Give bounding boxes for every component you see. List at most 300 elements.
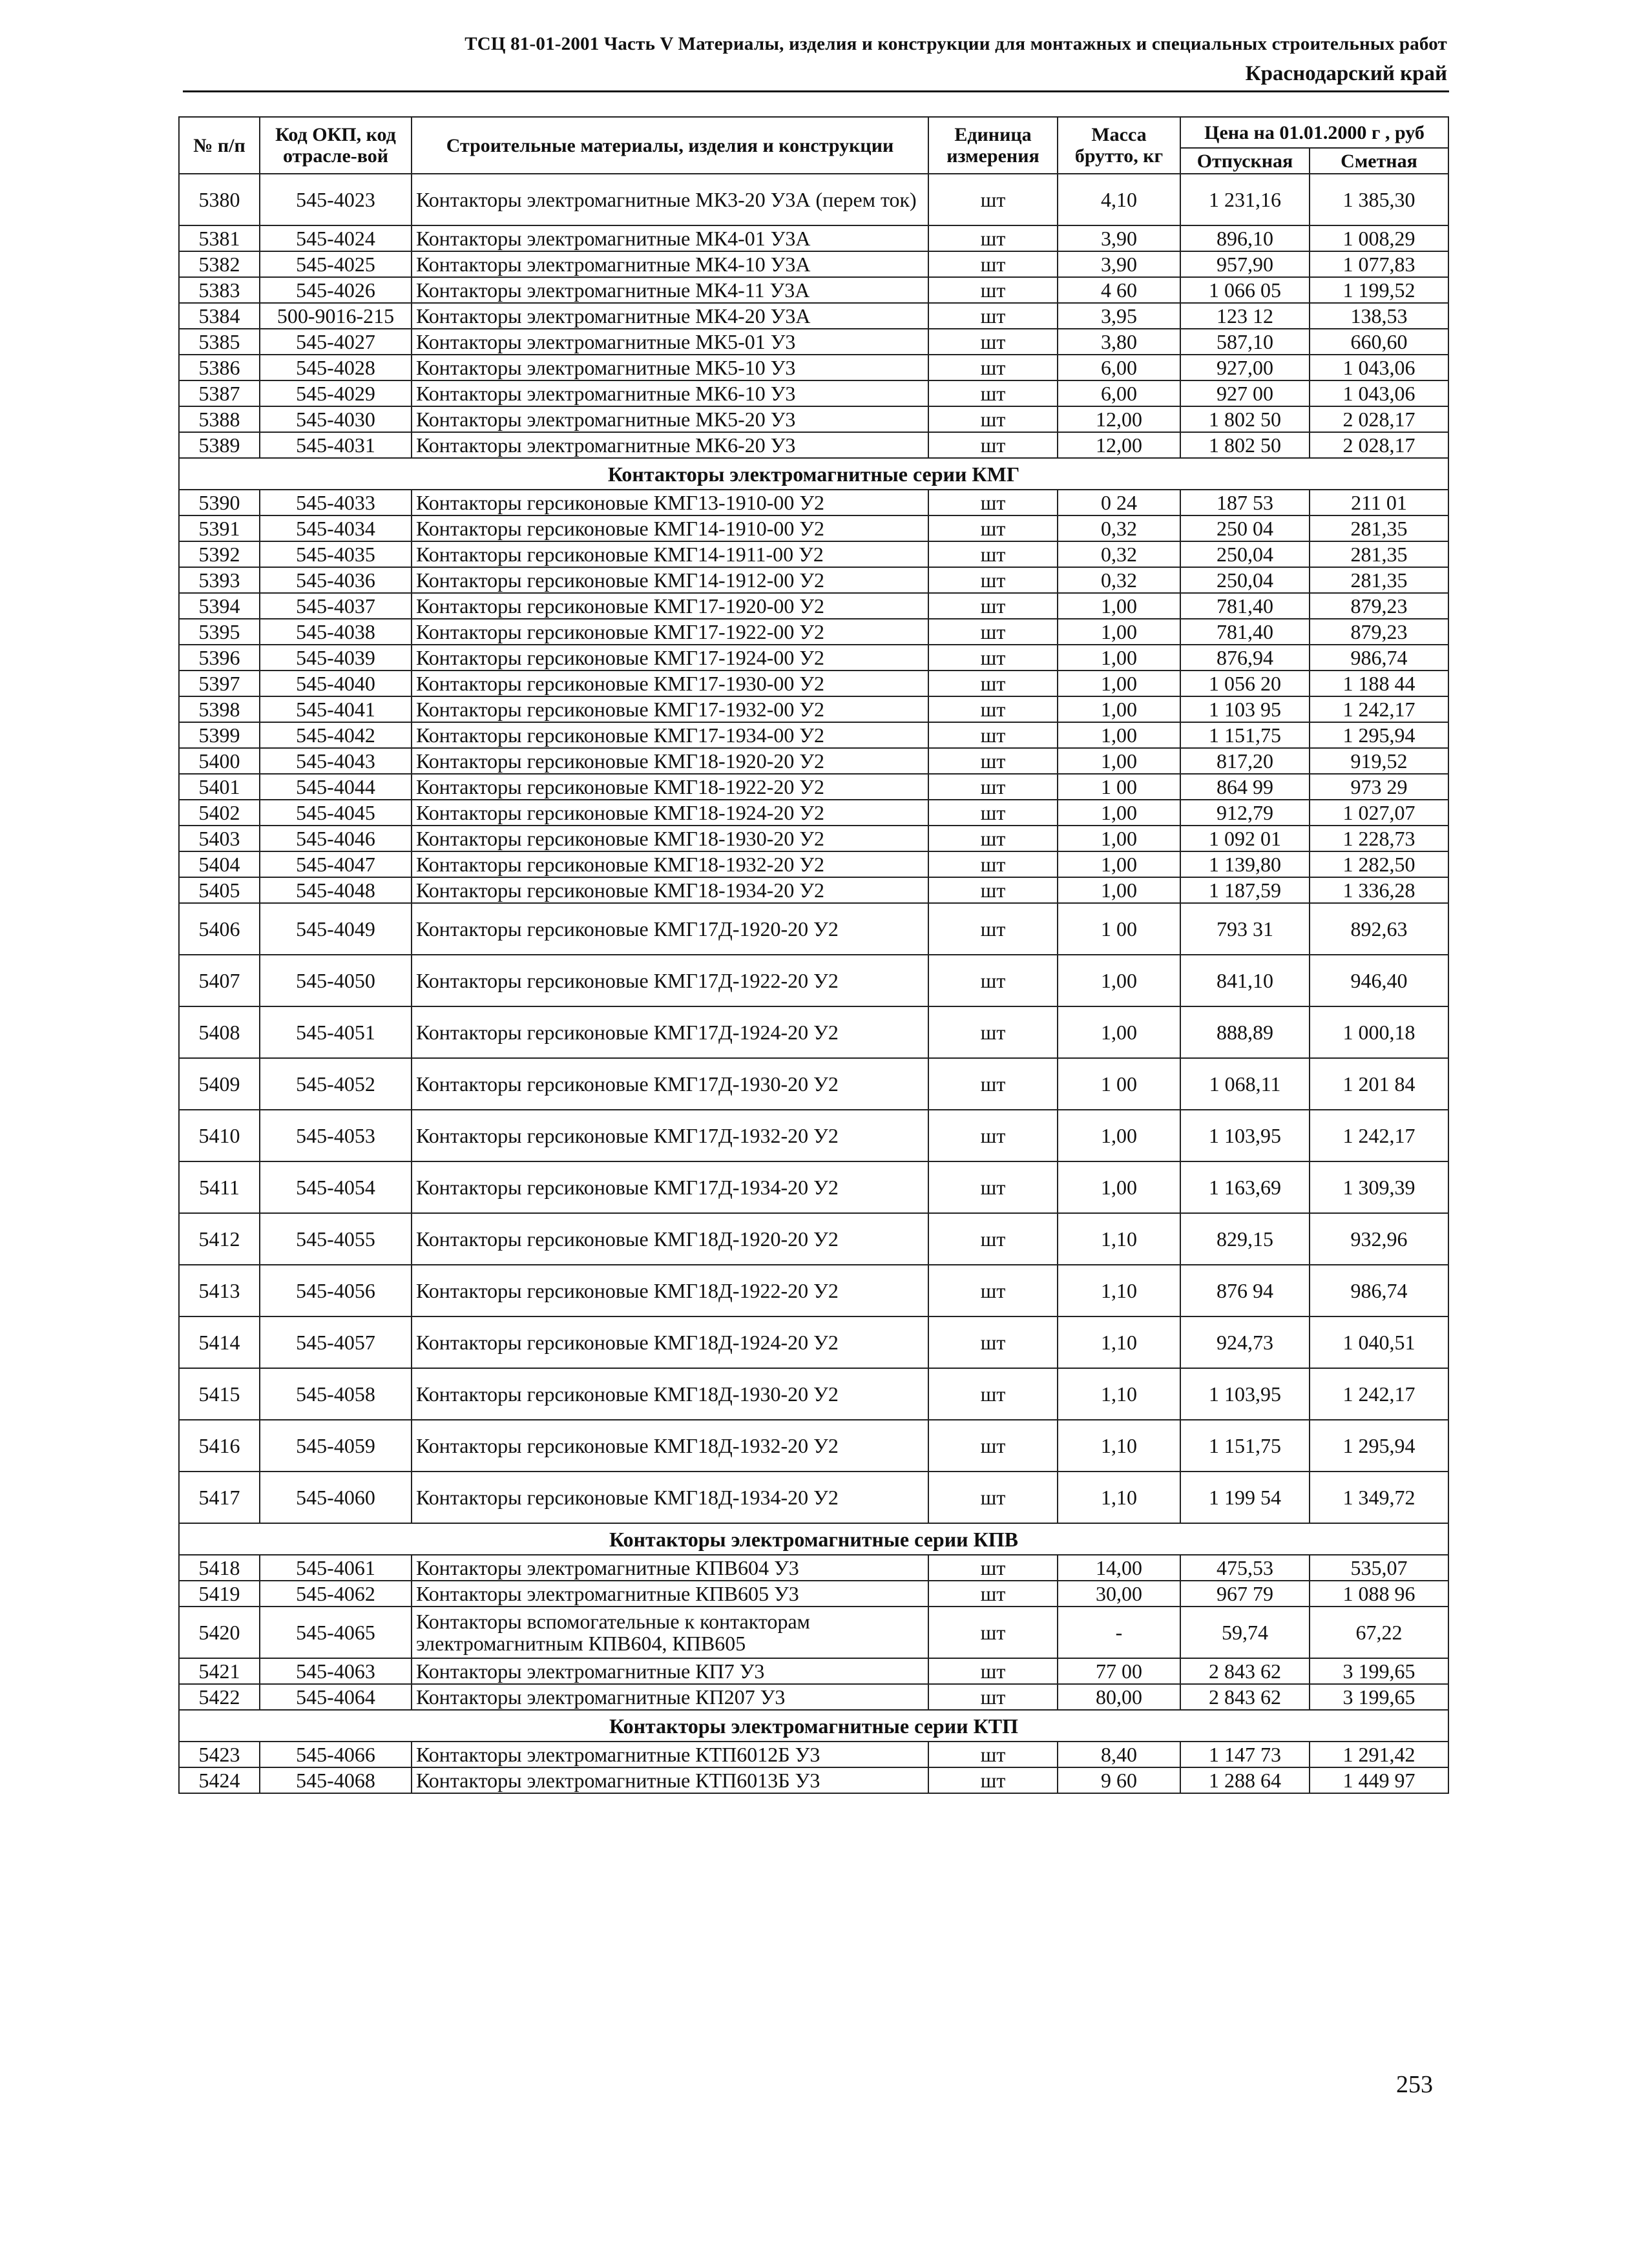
cell-release-price: 59,74	[1180, 1607, 1310, 1658]
cell-okp: 545-4047	[260, 851, 412, 877]
cell-num: 5394	[179, 593, 260, 619]
section-heading: Контакторы электромагнитные серии КМГ	[179, 458, 1448, 490]
cell-estimate-price: 1 295,94	[1310, 722, 1448, 748]
cell-okp: 545-4051	[260, 1006, 412, 1058]
section-heading-row	[179, 458, 1448, 490]
cell-release-price: 1 802 50	[1180, 432, 1310, 458]
cell-name: Контакторы герсиконовые КМГ14-1911-00 У2	[412, 541, 928, 567]
cell-release-price: 1 151,75	[1180, 722, 1310, 748]
table-row	[179, 748, 1448, 774]
col-header-mass: Масса брутто, кг	[1058, 117, 1180, 174]
cell-okp: 545-4050	[260, 955, 412, 1006]
table-row	[179, 277, 1448, 303]
table-row	[179, 225, 1448, 251]
cell-name: Контакторы герсиконовые КМГ18Д-1930-20 У2	[412, 1368, 928, 1420]
cell-estimate-price: 1 291,42	[1310, 1742, 1448, 1767]
cell-release-price: 1 288 64	[1180, 1767, 1310, 1793]
cell-num: 5399	[179, 722, 260, 748]
cell-num: 5389	[179, 432, 260, 458]
cell-estimate-price: 1 043,06	[1310, 355, 1448, 380]
cell-okp: 545-4030	[260, 406, 412, 432]
cell-release-price: 1 147 73	[1180, 1742, 1310, 1767]
table-row	[179, 1161, 1448, 1213]
cell-okp: 545-4027	[260, 329, 412, 355]
table-row	[179, 1581, 1448, 1607]
cell-mass: 4 60	[1058, 277, 1180, 303]
cell-release-price: 781,40	[1180, 619, 1310, 645]
cell-unit: шт	[928, 1472, 1058, 1523]
cell-estimate-price: 892,63	[1310, 903, 1448, 955]
cell-name: Контакторы электромагнитные МК3-20 У3А (перем ток)	[412, 174, 928, 225]
cell-num: 5384	[179, 303, 260, 329]
table-row	[179, 432, 1448, 458]
cell-name: Контакторы электромагнитные КПВ605 У3	[412, 1581, 928, 1607]
cell-num: 5383	[179, 277, 260, 303]
table-row	[179, 1607, 1448, 1658]
cell-okp: 545-4054	[260, 1161, 412, 1213]
cell-mass: 12,00	[1058, 432, 1180, 458]
cell-name: Контакторы герсиконовые КМГ18-1930-20 У2	[412, 826, 928, 851]
cell-name: Контакторы герсиконовые КМГ17Д-1930-20 У2	[412, 1058, 928, 1110]
cell-mass: 9 60	[1058, 1767, 1180, 1793]
cell-mass: 3,90	[1058, 251, 1180, 277]
cell-mass: 1 00	[1058, 774, 1180, 800]
cell-estimate-price: 1 309,39	[1310, 1161, 1448, 1213]
cell-release-price: 123 12	[1180, 303, 1310, 329]
document-header-region: Краснодарский край	[1245, 62, 1447, 85]
cell-estimate-price: 2 028,17	[1310, 406, 1448, 432]
cell-mass: 1,00	[1058, 1110, 1180, 1161]
price-table	[178, 116, 1449, 1794]
table-row	[179, 593, 1448, 619]
cell-estimate-price: 1 008,29	[1310, 225, 1448, 251]
cell-release-price: 1 066 05	[1180, 277, 1310, 303]
cell-estimate-price: 932,96	[1310, 1213, 1448, 1265]
cell-unit: шт	[928, 955, 1058, 1006]
cell-num: 5422	[179, 1684, 260, 1710]
cell-estimate-price: 1 242,17	[1310, 1110, 1448, 1161]
cell-name: Контакторы герсиконовые КМГ18-1922-20 У2	[412, 774, 928, 800]
cell-unit: шт	[928, 1110, 1058, 1161]
cell-mass: 3,95	[1058, 303, 1180, 329]
table-row	[179, 1684, 1448, 1710]
cell-mass: 3,80	[1058, 329, 1180, 355]
cell-unit: шт	[928, 380, 1058, 406]
cell-release-price: 1 151,75	[1180, 1420, 1310, 1472]
cell-num: 5382	[179, 251, 260, 277]
table-row	[179, 826, 1448, 851]
section-heading-row	[179, 1523, 1448, 1555]
cell-estimate-price: 1 040,51	[1310, 1316, 1448, 1368]
cell-name: Контакторы герсиконовые КМГ18-1932-20 У2	[412, 851, 928, 877]
cell-release-price: 924,73	[1180, 1316, 1310, 1368]
cell-name: Контакторы электромагнитные КТП6013Б У3	[412, 1767, 928, 1793]
document-header-title: ТСЦ 81-01-2001 Часть V Материалы, изделия и конструкции для монтажных и специальных строительных работ	[465, 34, 1447, 54]
cell-okp: 545-4063	[260, 1658, 412, 1684]
table-row	[179, 1368, 1448, 1420]
table-row	[179, 1555, 1448, 1581]
col-header-name: Строительные материалы, изделия и конструкции	[412, 117, 928, 174]
cell-estimate-price: 1 088 96	[1310, 1581, 1448, 1607]
cell-okp: 545-4035	[260, 541, 412, 567]
cell-name: Контакторы электромагнитные МК4-20 У3А	[412, 303, 928, 329]
cell-num: 5396	[179, 645, 260, 671]
cell-okp: 545-4038	[260, 619, 412, 645]
cell-name: Контакторы герсиконовые КМГ17-1922-00 У2	[412, 619, 928, 645]
cell-release-price: 829,15	[1180, 1213, 1310, 1265]
cell-num: 5385	[179, 329, 260, 355]
cell-release-price: 1 187,59	[1180, 877, 1310, 903]
cell-mass: 80,00	[1058, 1684, 1180, 1710]
cell-release-price: 888,89	[1180, 1006, 1310, 1058]
cell-name: Контакторы герсиконовые КМГ17Д-1924-20 У2	[412, 1006, 928, 1058]
cell-unit: шт	[928, 1213, 1058, 1265]
cell-release-price: 1 103,95	[1180, 1110, 1310, 1161]
cell-estimate-price: 1 242,17	[1310, 1368, 1448, 1420]
cell-unit: шт	[928, 1742, 1058, 1767]
col-header-estimate: Сметная	[1310, 148, 1448, 174]
cell-estimate-price: 1 295,94	[1310, 1420, 1448, 1472]
table-row	[179, 1006, 1448, 1058]
cell-num: 5397	[179, 671, 260, 696]
table-header	[179, 117, 1448, 174]
cell-name: Контакторы электромагнитные КП207 У3	[412, 1684, 928, 1710]
cell-unit: шт	[928, 1767, 1058, 1793]
cell-estimate-price: 1 199,52	[1310, 277, 1448, 303]
cell-estimate-price: 1 242,17	[1310, 696, 1448, 722]
cell-mass: 1,00	[1058, 800, 1180, 826]
table-row	[179, 722, 1448, 748]
cell-name: Контакторы герсиконовые КМГ18-1924-20 У2	[412, 800, 928, 826]
cell-name: Контакторы герсиконовые КМГ17Д-1922-20 У2	[412, 955, 928, 1006]
cell-release-price: 1 231,16	[1180, 174, 1310, 225]
cell-name: Контакторы герсиконовые КМГ18Д-1922-20 У2	[412, 1265, 928, 1316]
cell-okp: 545-4040	[260, 671, 412, 696]
cell-unit: шт	[928, 619, 1058, 645]
cell-name: Контакторы герсиконовые КМГ17-1924-00 У2	[412, 645, 928, 671]
cell-unit: шт	[928, 645, 1058, 671]
cell-estimate-price: 211 01	[1310, 490, 1448, 515]
cell-estimate-price: 281,35	[1310, 541, 1448, 567]
cell-release-price: 967 79	[1180, 1581, 1310, 1607]
cell-estimate-price: 281,35	[1310, 515, 1448, 541]
cell-mass: 1,00	[1058, 748, 1180, 774]
cell-mass: 3,90	[1058, 225, 1180, 251]
cell-estimate-price: 1 385,30	[1310, 174, 1448, 225]
cell-okp: 545-4059	[260, 1420, 412, 1472]
cell-okp: 545-4028	[260, 355, 412, 380]
cell-unit: шт	[928, 1658, 1058, 1684]
cell-unit: шт	[928, 541, 1058, 567]
cell-num: 5395	[179, 619, 260, 645]
cell-num: 5393	[179, 567, 260, 593]
cell-unit: шт	[928, 877, 1058, 903]
cell-okp: 545-4029	[260, 380, 412, 406]
cell-release-price: 927 00	[1180, 380, 1310, 406]
cell-num: 5390	[179, 490, 260, 515]
cell-num: 5417	[179, 1472, 260, 1523]
table-row	[179, 380, 1448, 406]
cell-num: 5402	[179, 800, 260, 826]
cell-mass: 1,00	[1058, 593, 1180, 619]
cell-mass: 1,00	[1058, 722, 1180, 748]
cell-name: Контакторы электромагнитные МК4-01 У3А	[412, 225, 928, 251]
cell-unit: шт	[928, 225, 1058, 251]
cell-num: 5418	[179, 1555, 260, 1581]
cell-unit: шт	[928, 1420, 1058, 1472]
cell-unit: шт	[928, 1161, 1058, 1213]
cell-okp: 545-4058	[260, 1368, 412, 1420]
cell-name: Контакторы электромагнитные МК5-20 У3	[412, 406, 928, 432]
cell-num: 5401	[179, 774, 260, 800]
cell-unit: шт	[928, 800, 1058, 826]
table-row	[179, 1213, 1448, 1265]
cell-num: 5410	[179, 1110, 260, 1161]
cell-okp: 545-4068	[260, 1767, 412, 1793]
table-row	[179, 251, 1448, 277]
cell-estimate-price: 1 077,83	[1310, 251, 1448, 277]
cell-estimate-price: 1 282,50	[1310, 851, 1448, 877]
table-row	[179, 303, 1448, 329]
cell-name: Контакторы герсиконовые КМГ14-1912-00 У2	[412, 567, 928, 593]
cell-name: Контакторы электромагнитные КП7 У3	[412, 1658, 928, 1684]
cell-mass: 1,00	[1058, 851, 1180, 877]
cell-okp: 545-4031	[260, 432, 412, 458]
cell-num: 5414	[179, 1316, 260, 1368]
cell-okp: 545-4041	[260, 696, 412, 722]
table-row	[179, 515, 1448, 541]
cell-num: 5416	[179, 1420, 260, 1472]
cell-mass: 1,00	[1058, 671, 1180, 696]
cell-mass: 8,40	[1058, 1742, 1180, 1767]
table-row	[179, 1658, 1448, 1684]
cell-mass: 6,00	[1058, 355, 1180, 380]
cell-name: Контакторы электромагнитные МК5-01 У3	[412, 329, 928, 355]
cell-name: Контакторы герсиконовые КМГ17-1932-00 У2	[412, 696, 928, 722]
cell-mass: 1,00	[1058, 955, 1180, 1006]
cell-unit: шт	[928, 355, 1058, 380]
cell-release-price: 876,94	[1180, 645, 1310, 671]
cell-estimate-price: 879,23	[1310, 593, 1448, 619]
cell-name: Контакторы герсиконовые КМГ14-1910-00 У2	[412, 515, 928, 541]
table-body	[179, 174, 1448, 1793]
cell-release-price: 1 139,80	[1180, 851, 1310, 877]
cell-mass: 1 00	[1058, 903, 1180, 955]
cell-num: 5411	[179, 1161, 260, 1213]
cell-num: 5409	[179, 1058, 260, 1110]
cell-unit: шт	[928, 826, 1058, 851]
cell-release-price: 841,10	[1180, 955, 1310, 1006]
cell-num: 5405	[179, 877, 260, 903]
cell-mass: 14,00	[1058, 1555, 1180, 1581]
cell-mass: 12,00	[1058, 406, 1180, 432]
cell-num: 5421	[179, 1658, 260, 1684]
cell-estimate-price: 3 199,65	[1310, 1658, 1448, 1684]
cell-okp: 545-4052	[260, 1058, 412, 1110]
cell-estimate-price: 535,07	[1310, 1555, 1448, 1581]
cell-okp: 545-4037	[260, 593, 412, 619]
cell-okp: 545-4064	[260, 1684, 412, 1710]
cell-unit: шт	[928, 406, 1058, 432]
cell-unit: шт	[928, 277, 1058, 303]
col-header-price: Цена на 01.01.2000 г , руб	[1180, 117, 1448, 148]
cell-estimate-price: 660,60	[1310, 329, 1448, 355]
cell-mass: 4,10	[1058, 174, 1180, 225]
cell-name: Контакторы герсиконовые КМГ13-1910-00 У2	[412, 490, 928, 515]
cell-unit: шт	[928, 490, 1058, 515]
col-header-okp: Код ОКП, код отрасле-вой	[260, 117, 412, 174]
cell-okp: 545-4043	[260, 748, 412, 774]
cell-num: 5423	[179, 1742, 260, 1767]
cell-release-price: 250,04	[1180, 567, 1310, 593]
cell-okp: 545-4065	[260, 1607, 412, 1658]
cell-okp: 545-4042	[260, 722, 412, 748]
cell-release-price: 781,40	[1180, 593, 1310, 619]
cell-num: 5413	[179, 1265, 260, 1316]
cell-num: 5386	[179, 355, 260, 380]
col-header-unit: Единица измерения	[928, 117, 1058, 174]
table-row	[179, 774, 1448, 800]
cell-release-price: 927,00	[1180, 355, 1310, 380]
cell-mass: 1,00	[1058, 696, 1180, 722]
cell-estimate-price: 1 449 97	[1310, 1767, 1448, 1793]
table-row	[179, 490, 1448, 515]
cell-estimate-price: 1 228,73	[1310, 826, 1448, 851]
cell-mass: 77 00	[1058, 1658, 1180, 1684]
cell-okp: 545-4053	[260, 1110, 412, 1161]
cell-num: 5392	[179, 541, 260, 567]
cell-unit: шт	[928, 1607, 1058, 1658]
table-row	[179, 329, 1448, 355]
cell-num: 5380	[179, 174, 260, 225]
cell-okp: 545-4046	[260, 826, 412, 851]
cell-release-price: 250 04	[1180, 515, 1310, 541]
table-row	[179, 1742, 1448, 1767]
cell-estimate-price: 1 027,07	[1310, 800, 1448, 826]
cell-unit: шт	[928, 696, 1058, 722]
cell-unit: шт	[928, 329, 1058, 355]
cell-unit: шт	[928, 174, 1058, 225]
table-row	[179, 645, 1448, 671]
cell-release-price: 1 199 54	[1180, 1472, 1310, 1523]
cell-unit: шт	[928, 1581, 1058, 1607]
cell-mass: 1,00	[1058, 1161, 1180, 1213]
col-header-num: № п/п	[179, 117, 260, 174]
cell-name: Контакторы герсиконовые КМГ18Д-1920-20 У2	[412, 1213, 928, 1265]
cell-okp: 545-4055	[260, 1213, 412, 1265]
cell-okp: 545-4033	[260, 490, 412, 515]
cell-mass: 1,00	[1058, 826, 1180, 851]
cell-unit: шт	[928, 303, 1058, 329]
cell-num: 5381	[179, 225, 260, 251]
cell-okp: 545-4062	[260, 1581, 412, 1607]
cell-okp: 545-4057	[260, 1316, 412, 1368]
cell-release-price: 896,10	[1180, 225, 1310, 251]
cell-unit: шт	[928, 903, 1058, 955]
cell-estimate-price: 919,52	[1310, 748, 1448, 774]
table-row	[179, 800, 1448, 826]
cell-release-price: 1 068,11	[1180, 1058, 1310, 1110]
cell-release-price: 1 802 50	[1180, 406, 1310, 432]
header-rule	[183, 90, 1449, 92]
cell-unit: шт	[928, 671, 1058, 696]
cell-unit: шт	[928, 567, 1058, 593]
cell-release-price: 1 103,95	[1180, 1368, 1310, 1420]
cell-release-price: 587,10	[1180, 329, 1310, 355]
table-row	[179, 877, 1448, 903]
table-row	[179, 541, 1448, 567]
cell-estimate-price: 138,53	[1310, 303, 1448, 329]
cell-mass: 1,10	[1058, 1420, 1180, 1472]
cell-okp: 545-4048	[260, 877, 412, 903]
cell-name: Контакторы электромагнитные МК4-10 У3А	[412, 251, 928, 277]
cell-unit: шт	[928, 1368, 1058, 1420]
cell-okp: 545-4023	[260, 174, 412, 225]
cell-estimate-price: 1 336,28	[1310, 877, 1448, 903]
table-row	[179, 619, 1448, 645]
table-row	[179, 1265, 1448, 1316]
cell-release-price: 1 056 20	[1180, 671, 1310, 696]
cell-unit: шт	[928, 432, 1058, 458]
cell-release-price: 1 103 95	[1180, 696, 1310, 722]
cell-mass: 0,32	[1058, 541, 1180, 567]
cell-num: 5403	[179, 826, 260, 851]
cell-mass: 0,32	[1058, 515, 1180, 541]
cell-okp: 545-4056	[260, 1265, 412, 1316]
cell-name: Контакторы герсиконовые КМГ18Д-1934-20 У2	[412, 1472, 928, 1523]
cell-mass: 1,10	[1058, 1472, 1180, 1523]
cell-unit: шт	[928, 593, 1058, 619]
section-heading: Контакторы электромагнитные серии КТП	[179, 1710, 1448, 1742]
table-row	[179, 1058, 1448, 1110]
cell-unit: шт	[928, 1316, 1058, 1368]
section-heading: Контакторы электромагнитные серии КПВ	[179, 1523, 1448, 1555]
cell-release-price: 793 31	[1180, 903, 1310, 955]
cell-okp: 545-4049	[260, 903, 412, 955]
cell-unit: шт	[928, 722, 1058, 748]
cell-mass: 1,10	[1058, 1316, 1180, 1368]
cell-mass: -	[1058, 1607, 1180, 1658]
cell-name: Контакторы герсиконовые КМГ17Д-1920-20 У2	[412, 903, 928, 955]
cell-unit: шт	[928, 774, 1058, 800]
cell-release-price: 817,20	[1180, 748, 1310, 774]
table-row	[179, 1767, 1448, 1793]
cell-estimate-price: 946,40	[1310, 955, 1448, 1006]
cell-mass: 1,00	[1058, 1006, 1180, 1058]
cell-mass: 1 00	[1058, 1058, 1180, 1110]
cell-name: Контакторы герсиконовые КМГ17Д-1934-20 У2	[412, 1161, 928, 1213]
cell-okp: 545-4044	[260, 774, 412, 800]
cell-num: 5391	[179, 515, 260, 541]
cell-mass: 1,00	[1058, 619, 1180, 645]
cell-estimate-price: 973 29	[1310, 774, 1448, 800]
cell-num: 5408	[179, 1006, 260, 1058]
cell-name: Контакторы герсиконовые КМГ17-1934-00 У2	[412, 722, 928, 748]
cell-mass: 1,00	[1058, 877, 1180, 903]
cell-estimate-price: 2 028,17	[1310, 432, 1448, 458]
cell-mass: 1,10	[1058, 1368, 1180, 1420]
cell-estimate-price: 1 000,18	[1310, 1006, 1448, 1058]
table-row	[179, 696, 1448, 722]
cell-unit: шт	[928, 1555, 1058, 1581]
cell-name: Контакторы герсиконовые КМГ18Д-1924-20 У2	[412, 1316, 928, 1368]
cell-release-price: 2 843 62	[1180, 1684, 1310, 1710]
table-row	[179, 851, 1448, 877]
cell-num: 5398	[179, 696, 260, 722]
cell-estimate-price: 1 043,06	[1310, 380, 1448, 406]
cell-mass: 1,00	[1058, 645, 1180, 671]
cell-num: 5404	[179, 851, 260, 877]
